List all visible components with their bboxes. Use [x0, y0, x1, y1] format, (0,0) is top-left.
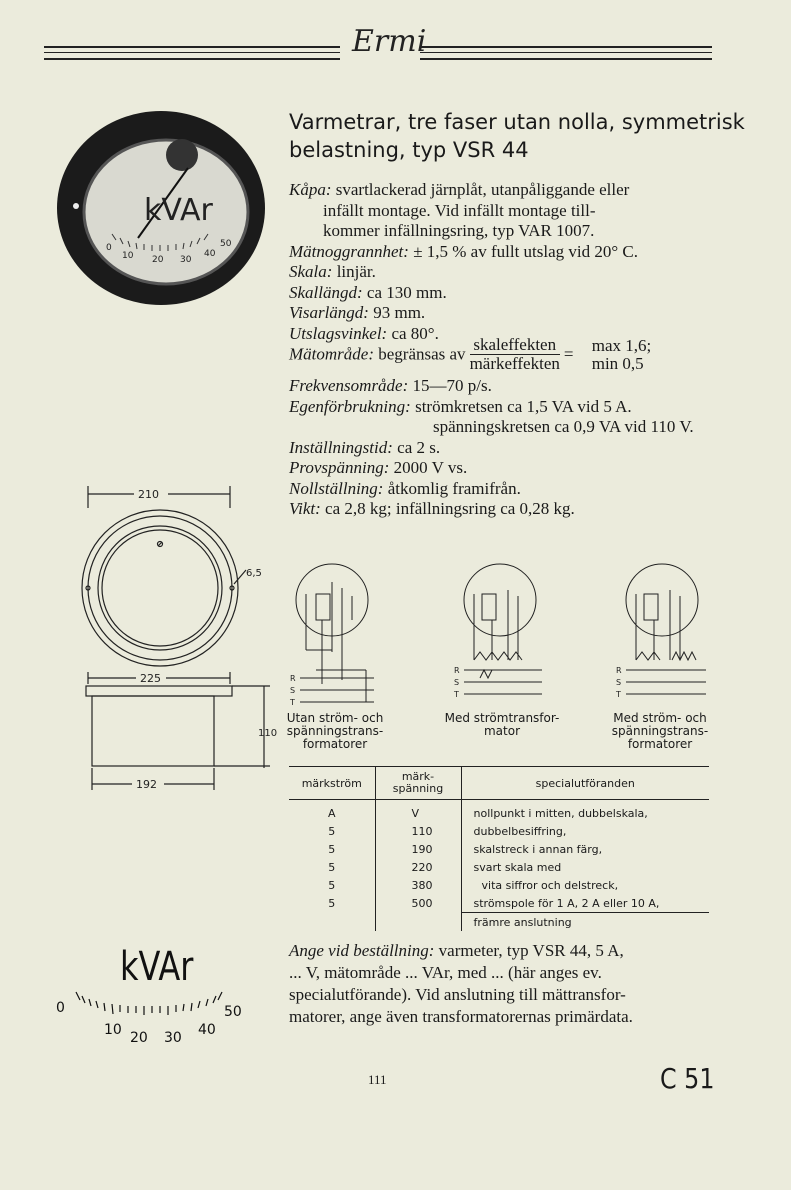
- header-rule-left-1: [44, 46, 340, 48]
- dim-225: 225: [140, 672, 161, 685]
- table-row: 5 190 skalstreck i annan färg,: [289, 840, 709, 858]
- range-fraction: $\frac{\text{skaleffekten}}{\text{märkeffekten}}$: [469, 335, 560, 373]
- scale-label-10: 10: [104, 1022, 122, 1038]
- dim-6-5: 6,5: [246, 568, 262, 579]
- table-row: 5 380 vita siffror och delstreck,: [289, 876, 709, 894]
- spec-deflection: Utslagsvinkel: ca 80°.: [289, 323, 439, 343]
- header-rule-right-3: [420, 58, 712, 60]
- header-rule-left-3: [44, 58, 340, 60]
- svg-text:T: T: [454, 690, 459, 699]
- photo-scale-40: 40: [204, 249, 216, 259]
- page-number: 111: [368, 1072, 387, 1087]
- photo-scale-20: 20: [152, 255, 164, 265]
- table-row: 5 500 strömspole för 1 A, 2 A eller 10 A,: [289, 894, 709, 913]
- caption-current-voltage-transformer: Med ström- och spänningstrans- formatorer: [611, 711, 709, 751]
- svg-text:R: R: [290, 674, 296, 683]
- header-rule-right-2: [420, 52, 712, 53]
- catalog-code: C 51: [660, 1062, 715, 1095]
- caption-direct: Utan ström- och spänningstrans- formatorer: [286, 711, 384, 751]
- svg-text:R: R: [454, 666, 460, 675]
- caption-current-transformer: Med strömtransfor- mator: [444, 711, 560, 738]
- spec-scale-length: Skallängd: ca 130 mm.: [289, 282, 447, 302]
- options-table: [289, 767, 709, 931]
- brand-logo: Ermi: [352, 24, 427, 59]
- scale-label-30: 30: [164, 1030, 182, 1046]
- table-header-row: [289, 767, 709, 800]
- spec-accuracy: Mätnoggrannhet: ± 1,5 % av fullt utslag vid 20° C.: [289, 241, 639, 261]
- scale-label-50: 50: [224, 1004, 242, 1020]
- meter-photo: [56, 108, 266, 308]
- dim-210: 210: [138, 488, 159, 501]
- spec-kapa: Kåpa: svartlackerad järnplåt, utanpåliggande eller: [289, 180, 630, 199]
- options-table-frame: [289, 766, 709, 931]
- dim-110: 110: [258, 728, 278, 739]
- scale-unit-label: kVAr: [120, 944, 194, 990]
- header-rule-left-2: [44, 52, 340, 53]
- col-header-special: specialutföranden: [461, 767, 709, 800]
- photo-scale-0: 0: [106, 243, 112, 253]
- spec-scale: Skala: linjär.: [289, 262, 376, 281]
- spec-range: Mätområde: begränsas av $\frac{\text{skaleffekten}}{\text{märkeffekten}}$ = max 1,6; min 0,5: [289, 335, 652, 373]
- spec-zero-adjust: Nollställning: åtkomlig framifrån.: [289, 478, 521, 498]
- table-row: A V nollpunkt i mitten, dubbelskala,: [289, 800, 709, 823]
- meter-photo-unit: kVAr: [144, 193, 213, 228]
- photo-scale-10: 10: [122, 251, 134, 261]
- spec-weight: Vikt: ca 2,8 kg; infällningsring ca 0,28 kg.: [289, 499, 575, 518]
- spec-settling: Inställningstid: ca 2 s.: [289, 437, 441, 457]
- photo-scale-50: 50: [220, 239, 232, 249]
- spec-test-voltage: Provspänning: 2000 V vs.: [289, 458, 468, 477]
- svg-text:T: T: [616, 690, 621, 699]
- table-row: 5 110 dubbelbesiffring,: [289, 822, 709, 840]
- spec-pointer-length: Visarlängd: 93 mm.: [289, 303, 426, 322]
- spec-frequency: Frekvensområde: 15—70 p/s.: [289, 376, 492, 395]
- col-header-current: märkström: [289, 767, 375, 800]
- table-row: främre anslutning: [289, 913, 709, 932]
- header-rule-right-1: [420, 46, 712, 48]
- svg-text:R: R: [616, 666, 622, 675]
- scale-illustration: [56, 990, 256, 1050]
- page-title: Varmetrar, tre faser utan nolla, symmetrisk belastning, typ VSR 44: [289, 110, 745, 162]
- scale-label-0: 0: [56, 1000, 65, 1016]
- dim-192: 192: [136, 778, 157, 791]
- dimension-drawing: [74, 478, 284, 794]
- wiring-diagram-current-transformer: [450, 560, 550, 708]
- svg-text:S: S: [616, 678, 622, 687]
- svg-text:S: S: [454, 678, 460, 687]
- scale-label-40: 40: [198, 1022, 216, 1038]
- svg-text:T: T: [290, 698, 295, 707]
- photo-scale-30: 30: [180, 255, 192, 265]
- spec-list: Kåpa: svartlackerad järnplåt, utanpåliggande eller infällt montage. Vid infällt montage till- kommer infällningsring, typ VAR 1007. Mätnoggrannhet: ± 1,5 % av fullt utslag vid 20° C. Skala: linjär. Skallängd: ca 130 mm. Visarlängd: 93 mm. Utslagsvinkel: ca 80°. Mätområde: begränsas av $\frac{\text{skaleffekten}}{\text{märkeffekten}}$ = max 1,6; min 0,5 Frekvensområde: 15—70 p/s. Egenförbrukning: strömkretsen ca 1,5 VA vid 5 A. spänningskretsen ca 0,9 VA vid 110 V. Inställningstid: ca 2 s. Provspänning: 2000 V vs. Nollställning: åtkomlig framifrån. Vikt: ca 2,8 kg; infällningsring ca 0,28 kg.: [289, 180, 729, 520]
- table-row: 5 220 svart skala med: [289, 858, 709, 876]
- wiring-diagram-current-voltage-transformer: [612, 560, 712, 708]
- order-instructions: Ange vid beställning: varmeter, typ VSR 44, 5 A, ... V, mätområde ... VAr, med ... (här anges ev. specialutförande). Vid anslutning till mättransfor- matorer, ange även transformatorernas primärdata.: [289, 941, 633, 1026]
- spec-consumption: Egenförbrukning: strömkretsen ca 1,5 VA vid 5 A.: [289, 396, 632, 416]
- col-header-voltage: märk- spänning: [375, 767, 461, 800]
- svg-text:S: S: [290, 686, 296, 695]
- wiring-diagram-direct: [286, 560, 380, 708]
- scale-label-20: 20: [130, 1030, 148, 1046]
